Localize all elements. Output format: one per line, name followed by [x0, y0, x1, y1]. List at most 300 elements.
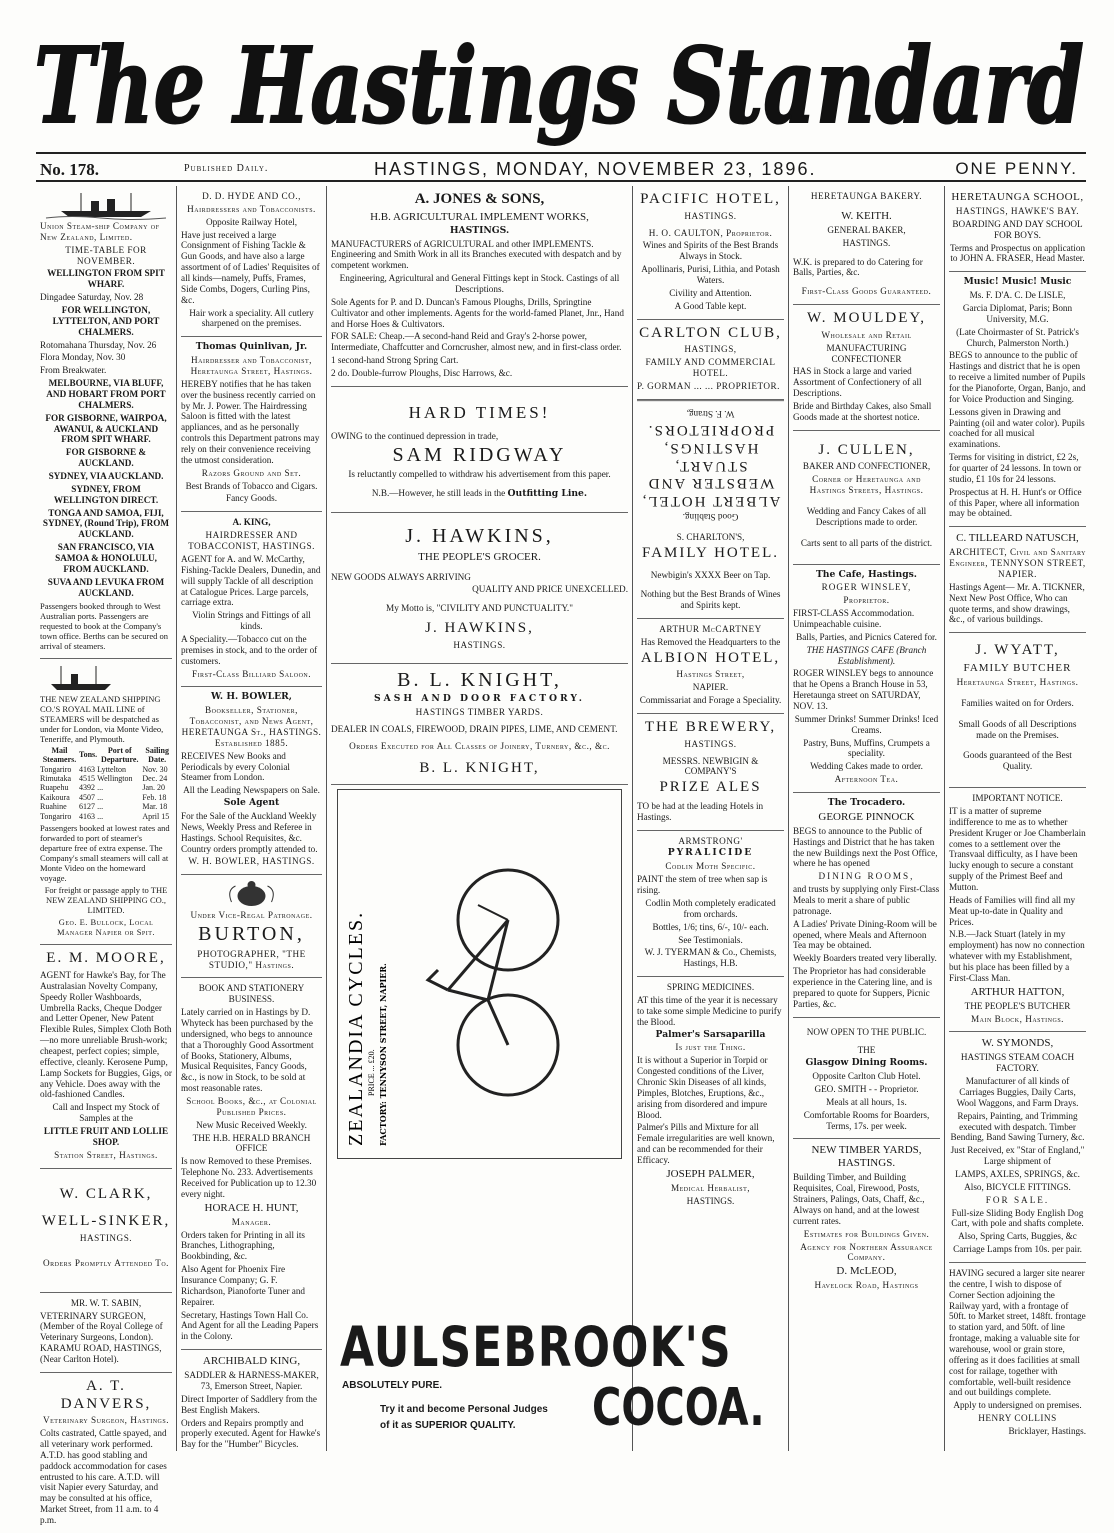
bowler-text: Sole Agent	[223, 797, 280, 809]
for-sale-text: Carriage Lamps from 10s. per pair.	[953, 1244, 1082, 1255]
table-cell: Feb. 18	[142, 792, 167, 802]
knight-subheading: SASH AND DOOR FACTORY.	[374, 693, 585, 705]
wyatt-text: Goods guaranteed of the Best Quality.	[963, 750, 1072, 772]
albion-town: NAPIER.	[692, 682, 729, 693]
timetable-heading: TIME-TABLE FOR NOVEMBER.	[65, 244, 147, 266]
masthead	[30, 14, 1090, 147]
charlton-heading: S. CHARLTON'S,	[676, 531, 745, 542]
sarsaparilla-heading: Palmer's Sarsaparilla	[655, 1028, 766, 1040]
timber-text: Estimates for Buildings Given.	[803, 1228, 930, 1239]
moore-address: Station Street, Hastings.	[54, 1149, 158, 1160]
pacific-text: Wines and Spirits of the Best Brands Always in Stock.	[642, 240, 779, 262]
table-cell: Nov. 30	[142, 764, 168, 774]
wyatt-text: Families waited on for Orders.	[961, 697, 1074, 708]
herald-text: Is now Removed to these Premises. Telephone No. 233. Advertisements Received for Publication up to 12.30 every night.	[181, 1156, 317, 1199]
clark-heading: W. CLARK,	[59, 1185, 153, 1202]
hawkins-ad	[331, 513, 628, 664]
mccartney-text: Commissariat and Forage a Speciality.	[639, 695, 782, 706]
cafe-text: ROGER WINSLEY begs to announce that he Opens a Branch House in 53, Heretaunga street on SATURDAY, NOV. 13.	[793, 668, 934, 711]
bowler-text: For the Sale of the Auckland Weekly News, Weekly Press and Referee in Hastings. School Requisites, &c. Country orders promptly attended to.	[181, 810, 318, 854]
quinlivan-text: Fancy Goods.	[225, 493, 278, 504]
charlton-text: Nothing but the Best Brands of Wines and Spirits kept.	[640, 589, 781, 611]
trocadero-text: A Ladies' Private Dining-Room will be opened, where Meals and Afternoon Tea may be obtained.	[793, 918, 937, 951]
trocadero-text: The Proprietor has had considerable experience in the Catering line, and is prepared to quote for Suppers, Picnic Parties, &c.	[793, 966, 933, 1009]
jones-text: 1 second-hand Strong Spring Cart.	[331, 355, 459, 366]
mcleod-address: Havelock Road, Hastings	[814, 1280, 919, 1291]
masthead-title: The Hastings Standard	[34, 24, 1084, 147]
moore-ad	[40, 945, 172, 1168]
quinlivan-text: Best Brands of Tobacco and Cigars.	[185, 480, 318, 491]
hard-times-text: Is reluctantly compelled to withdraw his advertisement from this paper.	[348, 469, 611, 480]
cullen-address: Corner of Heretaunga and Hastings Streets, Hastings.	[809, 474, 924, 496]
knight-text: Orders Executed for All Classes of Joinery, Turnery, &c., &c.	[349, 740, 610, 751]
jones-text: MANUFACTURERS of AGRICULTURAL and other IMPLEMENTS. Engineering and Smith Work in all its Branches executed with despatch and by competent workmen.	[331, 238, 622, 271]
clark-orders: Orders Promptly Attended To.	[43, 1257, 169, 1268]
sailing-heading: SYDNEY, FROM WELLINGTON DIRECT.	[53, 483, 159, 505]
quinlivan-ad	[181, 337, 322, 512]
sailing-line: Dingadee Saturday, Nov. 28	[40, 292, 144, 303]
brewery-town: HASTINGS.	[684, 738, 737, 749]
table-cell: 6127	[78, 802, 95, 812]
keith-text: First-Class Goods Guaranteed.	[801, 286, 932, 297]
royal-crest-icon	[181, 880, 322, 908]
jones-text: 2 do. Double-furrow Ploughs, Disc Harrows, &c.	[331, 367, 513, 378]
mouldey-heading: W. MOULDEY,	[806, 310, 927, 327]
table-cell: Tongariro	[40, 764, 72, 774]
mcleod-signature: D. McLEOD,	[836, 1265, 897, 1278]
zealandia-factory: FACTORY: TENNYSON STREET, NAPIER.	[378, 963, 388, 1147]
palmer-town: HASTINGS.	[686, 1195, 735, 1206]
natusch-ad	[949, 527, 1086, 633]
mouldey-text: Bride and Birthday Cakes, also Small Goods made at the shortest notice.	[793, 400, 932, 422]
usco-title: Union Steam-ship Company of New Zealand, Limited.	[40, 221, 160, 242]
table-cell: Rimutaka	[40, 773, 72, 783]
hyde-ad	[181, 186, 322, 337]
glasgow-the: THE	[857, 1045, 876, 1056]
timber-yards-ad	[793, 1139, 940, 1298]
cafe-text: Summer Drinks! Summer Drinks! Iced Creams.	[794, 713, 939, 735]
aulsebrook-cocoa-ad	[340, 1316, 765, 1456]
cullen-ad	[793, 431, 940, 565]
for-sale-text: Full-size Sliding Body English Dog Cart, with pole and shafts complete.	[951, 1207, 1084, 1229]
pyralicide-subheading: Codlin Moth Specific.	[665, 861, 756, 872]
sabin-ad	[40, 1293, 172, 1373]
pacific-hotel-ad	[637, 186, 784, 320]
pacific-heading: PACIFIC HOTEL,	[640, 191, 781, 207]
danvers-text: Colts castrated, Cattle spayed, and all veterinary work performed. A.T.D. has good stabling and paddock accommodation for cases entrusted to his care. A.T.D. will visit Napier every Saturday, and may be consulted at his office, Market Street, from 11 a.m. to 4 p.m.	[40, 1428, 167, 1525]
table-cell: Wellington	[97, 773, 133, 783]
passenger-notice: Passengers booked through to West Australian ports. Passengers are requested to book at the Company's town office. Berths can be secured on arrival of steamers.	[40, 600, 169, 651]
bowler-heading: W. H. BOWLER,	[211, 691, 292, 703]
cullen-heading: J. CULLEN,	[818, 441, 915, 458]
natusch-text: Hastings Agent— Mr. A. TICKNER, Next New Post Office, Who can quote terms, and show drawings, &c., of various buildings.	[949, 581, 1085, 625]
table-cell: Lyttelton	[97, 764, 127, 774]
school-text: Terms and Prospectus on application to JOHN A. FRASER, Head Master.	[949, 242, 1086, 264]
jones-text: Engineering, Agricultural and General Fittings kept in Stock. Castings of all Descriptions.	[339, 273, 620, 294]
archk-text: Orders and Repairs promptly and properly executed. Agent for Hawke's Bay for the "Humber" Bicycles.	[181, 1417, 321, 1450]
music-text: Lessons given in Drawing and Painting (oil and water color). Pupils coached for all musical examinations.	[949, 406, 1085, 450]
table-row	[40, 802, 172, 811]
column-2	[176, 186, 326, 1451]
spring-text: Palmer's Pills and Mixture for all Female irregularities are well known, and can be recommended for their Efficacy.	[637, 1122, 775, 1165]
mail-steamer-icon	[40, 664, 172, 692]
table-cell: Tongariro	[40, 811, 72, 821]
heretaunga-bakery-ad	[793, 186, 940, 305]
charlton-subheading: FAMILY HOTEL.	[642, 544, 779, 561]
bowler-signature: W. H. BOWLER, HASTINGS.	[188, 856, 315, 867]
symonds-text: Manufacturer of all kinds of Carriages Buggies, Daily Carts, Wool Waggons, and Farm Drays.	[956, 1076, 1079, 1108]
cullen-subheading: BAKER AND CONFECTIONER,	[802, 461, 931, 472]
column-5	[788, 186, 944, 1451]
carlton-proprietor: P. GORMAN ... ... PROPRIETOR.	[637, 380, 780, 391]
glasgow-dining-ad	[793, 1018, 940, 1140]
delisle-name: Ms. F. D'A. C. De LISLE,	[969, 290, 1066, 301]
book-text: Lately carried on in Hastings by D. Whyteck has been purchased by the undersigned, who begs to announce that a Thoroughly Good Assortment of Books, Stationery, Albums, Musical Requisites, Fancy Goods, &c., is now in Stock, to be sold at most reasonable rates.	[181, 1007, 314, 1094]
king-text: Violin Strings and Fittings of all kinds.	[192, 610, 311, 632]
notice-text: N.B.—Jack Stuart (lately in my employment) has now no connection whatever with my Establishment, but his place has been filled by a First-Class Man.	[949, 929, 1085, 983]
hawkins-signature: J. HAWKINS,	[425, 620, 534, 637]
dateline	[36, 152, 1086, 182]
trocadero-heading: The Trocadero.	[827, 797, 906, 808]
school-text: BOARDING AND DAY SCHOOL FOR BOYS.	[952, 218, 1083, 240]
king-subheading: HAIRDRESSER AND TOBACCONIST, HASTINGS.	[188, 530, 315, 552]
aulsebrook-pure: ABSOLUTELY PURE.	[342, 1380, 443, 1391]
table-cell: Ruapehu	[40, 783, 69, 793]
hawkins-heading: J. HAWKINS,	[405, 525, 554, 548]
hyde-subheading: Hairdressers and Tobacconists.	[187, 203, 316, 214]
symonds-lamps: LAMPS, AXLES, SPRINGS, &c.	[955, 1168, 1080, 1179]
mouldey-subheading: Wholesale and Retail	[821, 329, 912, 340]
clark-town: HASTINGS.	[79, 1233, 133, 1243]
zealandia-price: PRICE ... £20.	[367, 1049, 376, 1097]
music-text: BEGS to announce to the public of Hastings and district that he is open to receive a limited number of Pupils for the Pianoforte, Organ, Banjo, and for Voice Production and Singing.	[949, 350, 1086, 404]
hawkins-motto: My Motto is, "CIVILITY AND PUNCTUALITY."	[386, 603, 573, 614]
nz-shipping-ad	[40, 659, 172, 946]
tyerman-signature: W. J. TYERMAN & Co., Chemists, Hastings, H.B.	[644, 947, 777, 969]
sailing-line: Rotomahana Thursday, Nov. 26	[40, 339, 157, 350]
table-row	[40, 783, 172, 792]
knight-ad	[331, 664, 628, 786]
table-header-cell: Tons.	[78, 750, 98, 760]
cafe-text: Wedding Cakes made to order.	[810, 761, 923, 772]
table-cell: 4392	[78, 783, 95, 793]
hyde-location: Opposite Railway Hotel,	[205, 216, 298, 227]
prize-ales: PRIZE ALES	[659, 779, 762, 796]
burton-subheading: PHOTOGRAPHER, "THE STUDIO," Hastings.	[197, 948, 306, 970]
albion-street: Hastings Street,	[676, 669, 745, 680]
cullen-text: Carts sent to all parts of the district.	[800, 537, 933, 548]
pyralicide-price: Bottles, 1/6; tins, 6/-, 10/- each.	[652, 921, 769, 932]
aulsebrook-try	[380, 1402, 548, 1434]
pyralicide-heading: PYRALICIDE	[667, 847, 754, 859]
charlton-ad	[637, 527, 784, 619]
danvers-title: Veterinary Surgeon, Hastings.	[42, 1415, 170, 1426]
aulsebrook-quality-line: of it as SUPERIOR QUALITY.	[380, 1420, 516, 1431]
sailing-heading: SUVA AND LEVUKA FROM AUCKLAND.	[47, 576, 165, 598]
bowler-ad	[181, 687, 322, 875]
mouldey-text: HAS in Stock a large and varied Assortment of Confectionery of all Descriptions.	[793, 366, 922, 399]
glasgow-text: Opposite Carlton Club Hotel.	[812, 1071, 921, 1082]
book-heading: BOOK AND STATIONERY BUSINESS.	[198, 983, 305, 1005]
sailing-heading: TONGA AND SAMOA, FIJI, SYDNEY, (Round Trip), FROM AUCKLAND.	[42, 507, 170, 540]
symonds-text: Also, BICYCLE FITTINGS.	[964, 1181, 1071, 1192]
music-text: Prospectus at H. H. Hunt's or Office of this Paper, where all information may be obtained.	[949, 486, 1082, 519]
cafe-text: Afternoon Tea.	[834, 774, 899, 785]
timber-text: Agency for Northern Assurance Company.	[800, 1241, 933, 1263]
nz-shipping-text: THE NEW ZEALAND SHIPPING CO.'S ROYAL MAIL LINE of STEAMERS will be despatched as under for London, via Monte Video, Teneriffe, and Plymouth.	[40, 693, 164, 744]
quinlivan-text: HEREBY notifies that he has taken over the business recently carried on by Mr. J. Power. The Hairdressing Saloon is fitted with the latest appliances, and as he personally controls this Department patrons may rely on their convenience receiving the utmost consideration.	[181, 378, 320, 465]
cafe-text: Balls, Parties, and Picnics Catered for.	[796, 631, 937, 642]
wyatt-subheading: FAMILY BUTCHER	[963, 661, 1072, 674]
albion-heading: ALBION HOTEL,	[640, 649, 781, 666]
school-heading: HERETAUNGA SCHOOL,	[951, 191, 1084, 203]
pyralicide-text: Codlin Moth completely eradicated from orchards.	[645, 897, 776, 919]
table-cell: Kaikoura	[40, 792, 70, 802]
sailing-heading: WELLINGTON FROM SPIT WHARF.	[47, 268, 165, 290]
mouldey-subheading: MANUFACTURING CONFECTIONER	[826, 342, 907, 364]
burton-patronage: Under Vice-Regal Patronage.	[190, 910, 313, 921]
winsley-title: Proprietor.	[843, 595, 890, 606]
glasgow-text: Comfortable Rooms for Boarders, Terms, 17s. per week.	[803, 1109, 930, 1131]
bakery-heading: HERETAUNGA BAKERY.	[810, 191, 923, 201]
issue-number: No. 178.	[40, 160, 100, 179]
notice-text: Heads of Families will find all my Meat up-to-date in Quality and Prices.	[949, 894, 1076, 927]
dining-rooms: DINING ROOMS,	[818, 871, 915, 882]
king-text: A Speciality.—Tobacco cut on the premises in stock, and to the order of customers.	[181, 633, 318, 666]
sailing-line: Flora Monday, Nov. 30	[40, 352, 126, 363]
glasgow-proprietor: GEO. SMITH - - Proprietor.	[814, 1084, 919, 1095]
pyralicide-text: PAINT the stem of tree when sap is rising.	[637, 874, 768, 896]
carlton-heading: CARLTON CLUB,	[639, 324, 782, 341]
trocadero-text: BEGS to announce to the Public of Hastings and District that he has taken the new Buildings next the Post Office, where he has opened	[793, 825, 938, 869]
table-cell: ...	[97, 811, 104, 821]
table-header-cell: Port of Departure.	[101, 745, 139, 765]
jones-text: Sole Agents for P. and D. Duncan's Famous Ploughs, Drills, Springtine Cultivator and other implements. Agents for the world-famed Planet, Jnr., Hand and Horse Hoes & Cultivators.	[331, 296, 624, 329]
moore-heading: E. M. MOORE,	[46, 950, 166, 967]
important-notice-ad	[949, 788, 1086, 1032]
table-cell: Ruahine	[40, 802, 67, 812]
aulsebrook-try-line: Try it and become Personal Judges	[380, 1404, 548, 1415]
bicycle-icon	[388, 860, 628, 1100]
music-heading: Music! Music! Music	[963, 276, 1072, 288]
pyralicide-text: See Testimonials.	[678, 934, 743, 945]
sailing-heading: FOR GISBORNE, WAIRPOA, AWANUI, & AUCKLAND FROM SPIT WHARF.	[45, 412, 167, 445]
table-cell: Mar. 18	[142, 802, 168, 812]
natusch-heading: C. TILLEARD NATUSCH,	[956, 532, 1079, 545]
cullen-text: Wedding and Fancy Cakes of all Descriptions made to order.	[806, 505, 927, 527]
collins-name: HENRY COLLINS	[978, 1413, 1057, 1424]
wyatt-address: Heretaunga Street, Hastings.	[956, 676, 1079, 687]
timber-heading: NEW TIMBER YARDS, HASTINGS.	[811, 1144, 922, 1170]
sabin-heading: MR. W. T. SABIN,	[70, 1297, 142, 1308]
heretaunga-school-ad	[949, 186, 1086, 272]
hard-times-heading: HARD TIMES!	[408, 402, 551, 422]
book-text: School Books, &c., at Colonial Published Prices.	[186, 1096, 317, 1117]
column-4	[632, 186, 788, 1451]
table-row	[40, 765, 172, 774]
spring-text: Is just the Thing.	[675, 1042, 746, 1053]
trocadero-ad	[793, 793, 940, 1018]
knight-heading: B. L. KNIGHT,	[397, 668, 562, 691]
pacific-proprietor: H. O. CAULTON, Proprietor.	[648, 227, 773, 238]
archk-subheading: SADDLER & HARNESS-MAKER, 73, Emerson Street, Napier.	[184, 1370, 319, 1392]
delisle-credentials: (Late Choirmaster of St. Patrick's Church, Palmerston North.)	[956, 326, 1079, 348]
sailing-heading: FOR GISBORNE & AUCKLAND.	[65, 447, 147, 469]
hatton-address: Main Block, Hastings.	[971, 1013, 1064, 1024]
jones-town: HASTINGS.	[449, 224, 510, 236]
carlton-town: HASTINGS,	[684, 344, 737, 355]
pyralicide-ad	[637, 831, 784, 977]
brewery-heading: THE BREWERY,	[644, 718, 777, 735]
hatton-name: ARTHUR HATTON,	[970, 985, 1065, 998]
nz-shipping-notice: Passengers booked at lowest rates and forwarded to port of steamer's departure free of extra expense. The Company's small steamers will call at Monte Video on the homeward voyage.	[40, 823, 170, 884]
table-cell: 4515	[78, 773, 95, 783]
nz-shipping-freight: For freight or passage apply to THE NEW ZEALAND SHIPPING CO., LIMITED.	[44, 885, 168, 916]
published-daily: Published Daily.	[184, 163, 269, 174]
aulsebrook-heading: AULSEBROOK'S	[340, 1316, 732, 1380]
hatton-title: THE PEOPLE'S BUTCHER	[964, 1000, 1071, 1011]
brewery-text: TO be had at the leading Hotels in Hastings.	[637, 800, 764, 822]
hunt-text: Also Agent for Phoenix Fire Insurance Company; G. F. Richardson, Pianoforte Tuner and Repairer.	[181, 1264, 306, 1307]
hunt-subheading: Manager.	[231, 1216, 272, 1227]
knight-text: DEALER IN COALS, FIREWOOD, DRAIN PIPES, LIME, AND CEMENT.	[331, 724, 618, 735]
king-ad	[181, 512, 322, 687]
hard-times-text: OWING to the continued depression in trade,	[331, 430, 499, 441]
hunt-text: Secretary, Hastings Town Hall Co. And Agent for all the Leading Papers in the Colony.	[181, 1309, 319, 1342]
charlton-text: Newbigin's XXXX Beer on Tap.	[650, 570, 771, 581]
mccartney-ad	[637, 619, 784, 714]
clark-ad	[40, 1169, 172, 1293]
pacific-text: Apollinaris, Purisi, Lithia, and Potash Waters.	[641, 264, 780, 285]
trocadero-text: Weekly Boarders treated very liberally.	[793, 953, 937, 964]
table-row	[40, 812, 172, 821]
bowler-text: RECEIVES New Books and Periodicals by every Colonial Steamer from London.	[181, 750, 290, 783]
wyatt-ad	[949, 633, 1086, 788]
natusch-subheading: ARCHITECT, Civil and Sanitary Engineer, TENNYSON STREET, NAPIER.	[949, 547, 1086, 579]
pacific-town: HASTINGS.	[684, 210, 737, 221]
table-cell: ...	[97, 802, 104, 812]
quinlivan-heading: Thomas Quinlivan, Jr.	[195, 341, 308, 353]
armstrong-heading: ARMSTRONG'	[678, 835, 743, 846]
aulsebrook-cocoa: COCOA.	[592, 1378, 765, 1438]
brewery-ad	[637, 714, 784, 831]
knight-signature: B. L. KNIGHT,	[419, 759, 540, 776]
music-terms: Terms for visiting in district, £2 2s, for quarter of 24 lessons. In town or studio, £1 10s for 24 lessons.	[949, 452, 1082, 484]
archk-text: Direct Importer of Saddlery from the Best English Makers.	[181, 1393, 317, 1415]
for-sale-text: Also, Spring Carts, Buggies, &c	[958, 1231, 1077, 1242]
symonds-subheading: HASTINGS STEAM COACH FACTORY.	[960, 1052, 1075, 1074]
jones-ad	[331, 186, 628, 387]
quinlivan-subheading: Hairdresser and Tobacconist, Heretaunga Street, Hastings.	[190, 355, 313, 377]
symonds-text: Just Received, ex "Star of England," Large shipment of	[950, 1145, 1085, 1167]
symonds-heading: W. SYMONDS,	[981, 1037, 1054, 1050]
table-row	[40, 774, 172, 783]
jones-heading: A. JONES & SONS,	[414, 191, 545, 207]
sabin-text: VETERINARY SURGEON, (Member of the Royal College of Veterinary Surgeons, London). KARAMU ROAD, HASTINGS, (Near Carlton Hotel).	[40, 1310, 163, 1365]
albert-text: Good Stabling.	[682, 511, 739, 522]
outfitting-line: Outfitting Line.	[507, 488, 588, 500]
mccartney-text: Has Removed the Headquarters to the	[640, 636, 781, 647]
king-text: First-Class Billiard Saloon.	[191, 668, 312, 679]
now-open: NOW OPEN TO THE PUBLIC.	[806, 1026, 927, 1037]
music-ad	[949, 272, 1086, 527]
ridgway-name: SAM RIDGWAY	[392, 443, 567, 466]
bowler-text: All the Leading Newspapers on Sale.	[183, 785, 320, 796]
steamship-icon	[40, 191, 172, 219]
moore-shop: LITTLE FRUIT AND LOLLIE SHOP.	[43, 1126, 169, 1147]
clark-trade: WELL-SINKER,	[41, 1213, 171, 1230]
for-sale-heading: FOR SALE.	[985, 1194, 1050, 1205]
hawkins-town: HASTINGS.	[453, 639, 506, 650]
cafe-ad	[793, 565, 940, 793]
notice-heading: IMPORTANT NOTICE.	[972, 793, 1063, 804]
table-cell: 4163	[78, 764, 95, 774]
hyde-text: Have just received a large Consignment of Fishing Tackle & Gun Goods, and have also a large assortment of of Ladies' Requisites of all kinds—namely, Puffs, Frames, Side Combs, Dogers, Curling Pins, &c.	[181, 229, 320, 305]
danvers-ad	[40, 1373, 172, 1533]
zealandia-cycles-ad	[337, 789, 622, 1159]
mccartney-heading: ARTHUR McCARTNEY	[659, 623, 762, 634]
keith-name: W. KEITH.	[841, 209, 892, 222]
symonds-text: Repairs, Painting, and Trimming executed with despatch. Timber Bending, Band Sawing Turnery, &c.	[950, 1110, 1085, 1143]
moore-text: Call and Inspect my Stock of Samples at the	[52, 1102, 160, 1124]
table-cell: ...	[97, 783, 104, 793]
book-text: New Music Received Weekly.	[196, 1119, 307, 1130]
timber-text: Building Timber, and Building Requisites, Coal, Firewood, Posts, Strainers, Palings, Oats, Chaff, &c., Always on hand, and at the lowest current rates.	[793, 1172, 925, 1226]
pacific-text: A Good Table kept.	[674, 300, 747, 311]
hard-times-ad	[331, 387, 628, 513]
palmer-signature: JOSEPH PALMER,	[666, 1167, 755, 1180]
king-heading: A. KING,	[232, 517, 271, 528]
table-row	[40, 793, 172, 802]
issue-price: ONE PENNY.	[955, 159, 1078, 178]
spring-text: AT this time of the year it is necessary to take some simple Medicine to purify the Blood.	[637, 994, 782, 1027]
wyatt-text: Small Goods of all Descriptions made on the Premises.	[958, 718, 1077, 740]
pinnock-name: GEORGE PINNOCK	[818, 810, 915, 823]
column-6	[944, 186, 1090, 1451]
collins-text: HAVING secured a larger site nearer the centre, I wish to dispose of Corner Section adjoining the Railway yard, with a frontage of 50ft. to Market street, 148ft. frontage to station yard, and 50ft. of line frontage, making a valuable site for warehouse, wool or grain store, offering as it does facilities at small cost for railage, together with comfortable, well-built residence and out buildings complete.	[949, 1267, 1086, 1398]
zealandia-heading: ZEALANDIA CYCLES.	[345, 911, 367, 1147]
quinlivan-text: Razors Ground and Set.	[201, 467, 302, 478]
jones-text: FOR SALE: Cheap.—A second-hand Reid and Gray's 2-horse power, Intermediate, Chaffcutter and Corncrusher, almost new, and in first-class order.	[331, 331, 622, 353]
albert-heading: ALBERT HOTEL, WEBSTER AND STUART, HASTINGS, PROPRIETORS.	[640, 422, 781, 509]
table-header	[40, 746, 172, 765]
moore-text: AGENT for Hawke's Bay, for The Australasian Novelty Company, Speedy Roller Washboards, Umbrella Racks, Cheque Dodger and Letter Opener, New Patent Flexible Rules, Simplex Cloth Both—no more unreliable Brush-work; cheapest, perfect copies; simple, effective, cleanly. Kerosene Pump, Lamp Sockets for Buggies, Gigs, or any Vehicle. Does away with the old-fashioned Candles.	[40, 970, 172, 1100]
spring-heading: SPRING MEDICINES.	[666, 982, 755, 993]
archk-heading: ARCHIBALD KING,	[202, 1355, 301, 1368]
spring-text: It is without a Superior in Torpid or Congested conditions of the Liver, Chronic Skin Diseases of all kinds, Pimples, Blotches, Eruptions, &c., arising from disordered and impure Blood.	[637, 1055, 768, 1120]
column-1	[36, 186, 176, 1525]
glasgow-heading: Glasgow Dining Rooms.	[805, 1057, 928, 1069]
table-cell: 4507	[78, 792, 95, 802]
nz-shipping-manager: Geo. E. Bullock, Local Manager Napier or Spit.	[56, 917, 156, 938]
burton-ad	[181, 875, 322, 978]
spring-medicines-ad	[637, 977, 784, 1213]
albert-hotel-ad	[637, 400, 784, 527]
wyatt-heading: J. WYATT,	[975, 642, 1060, 659]
hyde-heading: D. D. HYDE AND CO.,	[202, 191, 301, 201]
hunt-heading: HORACE H. HUNT,	[204, 1201, 299, 1214]
hard-times-nb: N.B.—However, he still leads in the	[371, 488, 506, 499]
herald-heading: THE H.B. HERALD BRANCH OFFICE	[192, 1132, 311, 1154]
king-text: AGENT for A. and W. McCarthy, Fishing-Tackle Dealers, Dunedin, and will supply Tackle of all description at Catalogue Prices. Large parcels, carriage extra.	[181, 553, 321, 608]
glasgow-text: Meals at all hours, 1s.	[826, 1096, 907, 1107]
palmer-title: Medical Herbalist,	[670, 1182, 751, 1193]
delisle-credentials: Garcia Diplomat, Paris; Bonn University, M.G.	[962, 302, 1073, 324]
sailings-table	[40, 746, 172, 822]
collins-title: Bricklayer, Hastings.	[1008, 1426, 1086, 1437]
collins-ad	[949, 1263, 1086, 1444]
keith-text: W.K. is prepared to do Catering for Balls, Parties, &c.	[793, 256, 923, 278]
